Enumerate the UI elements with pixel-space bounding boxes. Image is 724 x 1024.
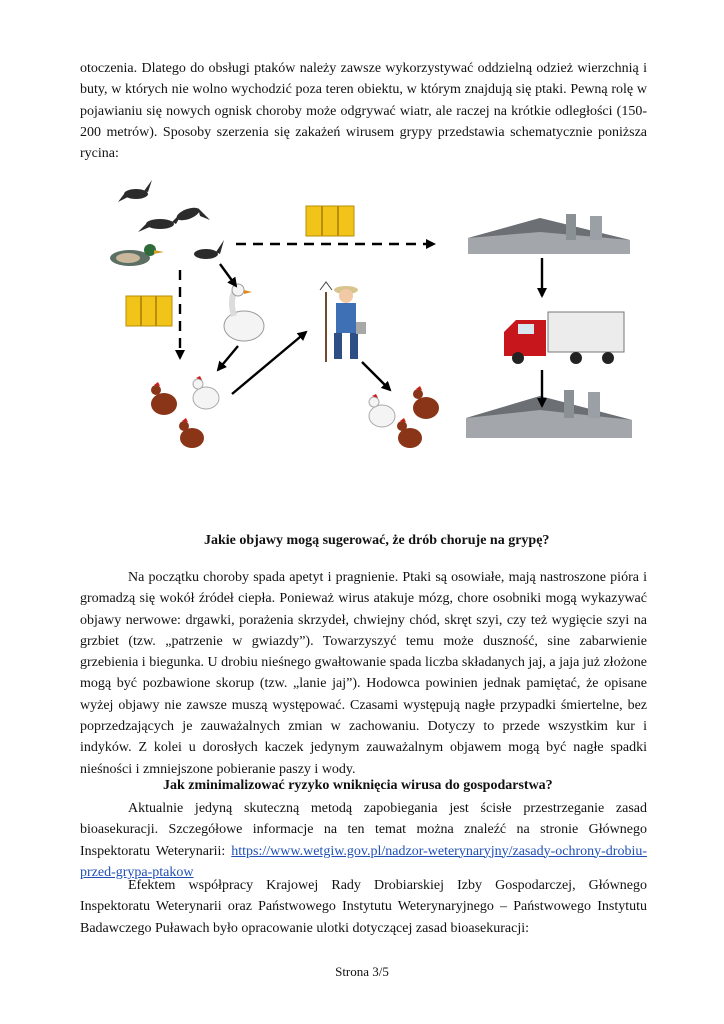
chickens-icon bbox=[151, 376, 219, 448]
chickens-icon bbox=[369, 386, 439, 448]
wild-birds-icon bbox=[110, 180, 224, 266]
prevention-paragraph bbox=[80, 798, 647, 883]
cooperation-paragraph: Efektem współpracy Krajowej Rady Drobiarskiej Izby Gospodarczej, Głównego Inspektoratu Weterynarii oraz Państwowego Instytutu Weterynaryjnego – Państwowego Instytutu Badawczego Puławach było opracowanie ulotki dotyczącej zasad bioasekuracji: bbox=[80, 878, 647, 936]
truck-icon bbox=[504, 312, 624, 364]
symptoms-paragraph: Na początku choroby spada apetyt i pragnienie. Ptaki są osowiałe, mają nastroszone pióra i gromadzą się wokół źródeł ciepła. Ponieważ wirus atakuje mózg, chore osobniki mogą wykazywać objawy nerwowe: drgawki, porażenia skrzydeł, chwiejny chód, skręt szyi, czy też wygięcie szyi na grzbiet (tzw. „patrzenie w gwiazdy”). Towarzyszyć temu może duszność, sine zabarwienie grzebienia i biegunka. U drobiu nieśnego gwałtowanie spada liczba składanych jaj, a jaja już złożone mogą być pozbawione skorup (tzw. „lanie jaj”). Hodowca powinien jednak pamiętać, że opisane wyżej objawy nie zawsze muszą występować. Czasami występują nagłe przypadki śmiertelne, bez poprzedzających je zauważalnych zmian w zachowaniu. Dotyczy to przede wszystkim kur i indyków. Z kolei u dorosłych kaczek jedynym zauważalnym objawem mogą być nagłe spadki nieśności i zmniejszone pobieranie paszy i wody. bbox=[80, 570, 647, 777]
farmer-icon bbox=[320, 282, 366, 362]
heading-prevention: Jak zminimalizować ryzyko wniknięcia wirusa do gospodarstwa? bbox=[163, 778, 553, 793]
intro-paragraph: otoczenia. Dlatego do obsługi ptaków należy zawsze wykorzystywać oddzielną odzież wierzchnią i buty, w których nie wolno wychodzić poza teren obiektu, w którym znajdują się ptaki. Pewną rolę w pojawianiu się nowych ognisk choroby może odgrywać wiatr, ale raczej na krótkie odległości (150-200 metrów). Sposoby szerzenia się zakażeń wirusem grypy przedstawia schematycznie poniższa rycina: bbox=[80, 61, 647, 162]
prevention-text: Aktualnie jedyną skuteczną metodą zapobiegania jest ścisłe przestrzeganie zasad bioasekuracji. Szczegółowe informacje na ten temat można znaleźć na stronie Głównego Inspektoratu Weterynarii: bbox=[80, 801, 647, 859]
virus-spread-diagram bbox=[100, 172, 640, 462]
straw-bale-icon bbox=[126, 296, 172, 326]
poultry-house-icon bbox=[468, 214, 630, 254]
poultry-house-icon bbox=[466, 390, 632, 438]
gov-link[interactable]: https://www.wetgiw.gov.pl/nadzor-weterynaryjny/zasady-ochrony-drobiu-przed-grypa-ptakow bbox=[80, 843, 647, 880]
goose-icon bbox=[224, 284, 264, 341]
page-number: Strona 3/5 bbox=[335, 964, 389, 979]
straw-bale-icon bbox=[306, 206, 354, 236]
heading-symptoms: Jakie objawy mogą sugerować, że drób choruje na grypę? bbox=[204, 533, 550, 548]
